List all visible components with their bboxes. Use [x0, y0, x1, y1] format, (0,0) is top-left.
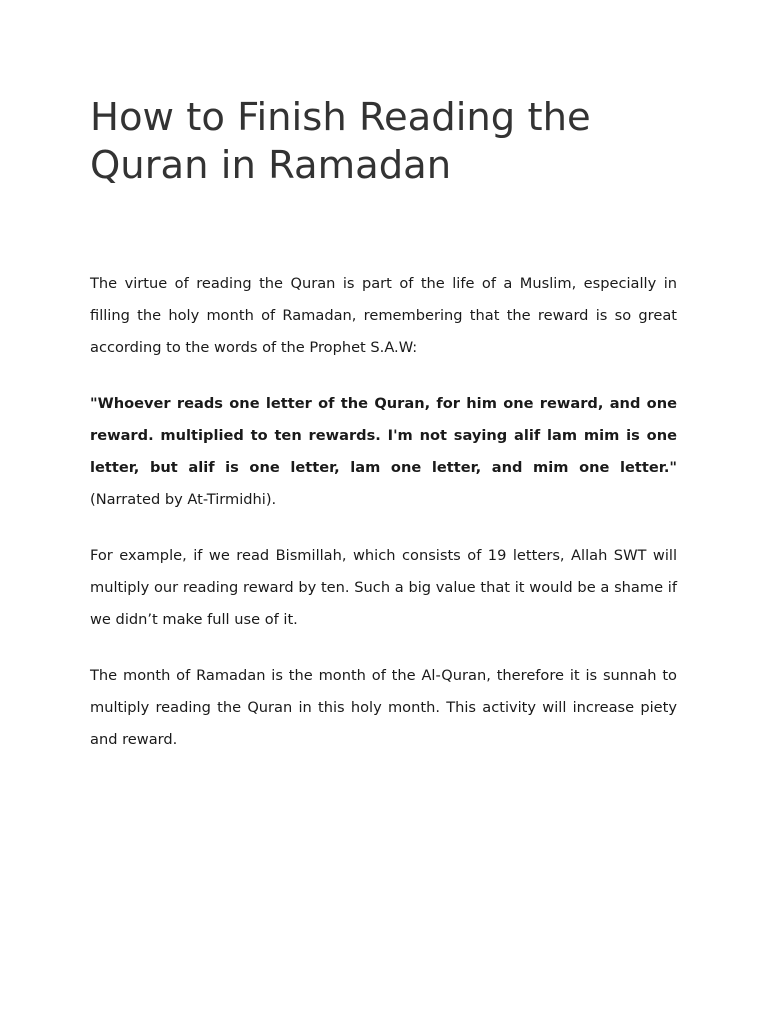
example-paragraph: For example, if we read Bismillah, which consists of 19 letters, Allah SWT will multiply our reading reward by ten. Such a big value that it would be a shame if we didn’t make full use of it. — [90, 547, 677, 628]
page-title: How to Finish Reading the Quran in Ramadan — [90, 95, 591, 188]
ramadan-month-paragraph: The month of Ramadan is the month of the Al-Quran, therefore it is sunnah to multiply reading the Quran in this holy month. This activity will increase piety and reward. — [90, 667, 677, 748]
hadith-paragraph — [90, 388, 677, 516]
article — [90, 94, 677, 756]
hadith-quote: "Whoever reads one letter of the Quran, for him one reward, and one reward. multiplied to ten rewards. I'm not saying alif lam mim is one letter, but alif is one letter, lam one letter, and mim one letter." — [90, 395, 677, 476]
hadith-source: (Narrated by At-Tirmidhi). — [90, 491, 277, 508]
intro-paragraph: The virtue of reading the Quran is part of the life of a Muslim, especially in filling the holy month of Ramadan, remembering that the reward is so great according to the words of the Prophet S.A.W: — [90, 275, 677, 356]
article-body — [90, 268, 677, 756]
